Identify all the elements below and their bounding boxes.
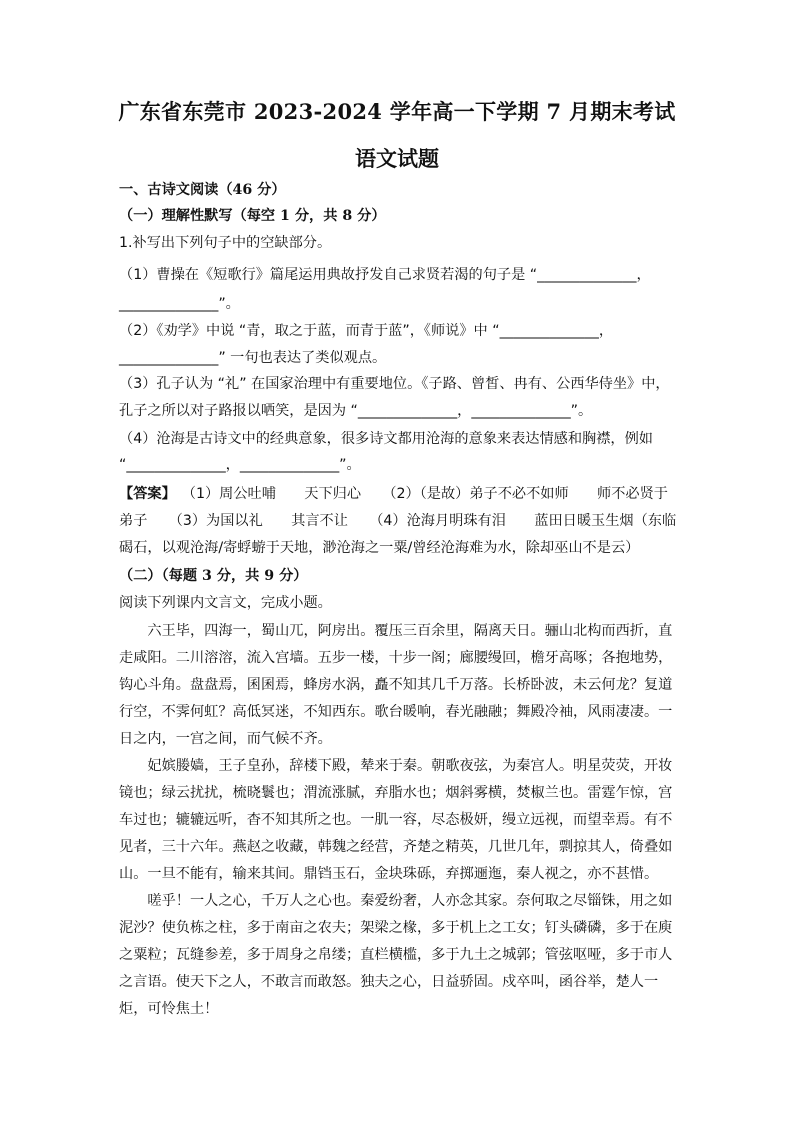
passage-line: 六王毕，四海一，蜀山兀，阿房出。覆压三百余里，隔离天日。骊山北构而西折，直: [119, 623, 673, 639]
exam-title: 广东省东莞市 2023-2024 学年高一下学期 7 月期末考试: [118, 99, 676, 124]
section-heading: 一、古诗文阅读（46 分）: [119, 182, 286, 198]
passage-line: 妃嫔媵嫱，王子皇孙，辞楼下殿，辇来于秦。朝歌夜弦，为秦宫人。明星荧荧，开妆: [119, 758, 673, 774]
passage-line: 见者，三十六年。燕赵之收藏，韩魏之经营，齐楚之精英，几世几年，剽掠其人，倚叠如: [119, 839, 673, 855]
question-item: （1）曹操在《短歌行》篇尾运用典故抒发自己求贤若渴的句子是 “______________，: [119, 267, 651, 283]
question-item: （4）沧海是古诗文中的经典意象，很多诗文都用沧海的意象来表达情感和胸襟，例如: [119, 431, 653, 447]
question-item: ______________”。: [119, 296, 240, 312]
question-item: “______________，______________”。: [119, 457, 361, 473]
question-stem: 1.补写出下列句子中的空缺部分。: [119, 235, 332, 251]
passage-line: 日之内，一宫之间，而气候不齐。: [119, 731, 332, 747]
answer-line: 碣石，以观沧海/寄蜉蝣于天地，渺沧海之一粟/曾经沧海难为水，除却巫山不是云）: [119, 540, 640, 556]
passage-line: 泥沙？使负栋之柱，多于南亩之农夫；架梁之椽，多于机上之工女；钉头磷磷，多于在庾: [119, 920, 673, 936]
subsection-heading: （一）理解性默写（每空 1 分，共 8 分）: [119, 208, 386, 224]
exam-subtitle: 语文试题: [355, 146, 439, 171]
reading-instruction: 阅读下列课内文言文，完成小题。: [119, 595, 332, 611]
passage-line: 炬，可怜焦土！: [119, 1001, 219, 1017]
answer-text: （1）周公吐哺 天下归心 （2）（是故）弟子不必不如师 师不必贤于: [181, 486, 668, 502]
passage-line: 镜也；绿云扰扰，梳晓鬟也；渭流涨腻，弃脂水也；烟斜雾横，焚椒兰也。雷霆乍惊，宫: [119, 785, 673, 801]
passage-line: 之言语。使天下之人，不敢言而敢怒。独夫之心，日益骄固。戍卒叫，函谷举，楚人一: [119, 974, 659, 990]
question-item: （3）孔子认为 “礼” 在国家治理中有重要地位。《子路、曾皙、冉有、公西华侍坐》中，: [119, 376, 670, 392]
passage-line: 钩心斗角。盘盘焉，囷囷焉，蜂房水涡，矗不知其几千万落。长桥卧波，未云何龙？复道: [119, 677, 673, 693]
question-item: ______________” 一句也表达了类似观点。: [119, 350, 387, 366]
passage-line: 嗟乎！一人之心，千万人之心也。秦爱纷奢，人亦念其家。奈何取之尽锱铢，用之如: [119, 893, 673, 909]
answer-line: 弟子 （3）为国以礼 其言不让 （4）沧海月明珠有泪 蓝田日暖玉生烟（东临: [119, 513, 677, 529]
passage-line: 走咸阳。二川溶溶，流入宫墙。五步一楼，十步一阁；廊腰缦回，檐牙高啄；各抱地势，: [119, 650, 673, 666]
question-item: （2）《劝学》中说 “青，取之于蓝，而青于蓝”，《师说》中 “______________，: [119, 323, 614, 339]
answer-label: 【答案】: [119, 486, 176, 502]
answer-line: [119, 485, 668, 503]
passage-line: 行空，不霁何虹？高低冥迷，不知西东。歌台暖响，春光融融；舞殿冷袖，风雨凄凄。一: [119, 704, 673, 720]
passage-line: 车过也；辘辘远听，杳不知其所之也。一肌一容，尽态极妍，缦立远视，而望幸焉。有不: [119, 812, 673, 828]
passage-line: 山。一旦不能有，输来其间。鼎铛玉石，金块珠砾，弃掷逦迤，秦人视之，亦不甚惜。: [119, 866, 659, 882]
passage-line: 之粟粒；瓦缝参差，多于周身之帛缕；直栏横槛，多于九土之城郭；管弦呕哑，多于市人: [119, 947, 673, 963]
subsection-heading: （二）（每题 3 分，共 9 分）: [119, 568, 308, 584]
question-item: 孔子之所以对子路报以哂笑，是因为 “______________，______________”。: [119, 403, 593, 419]
